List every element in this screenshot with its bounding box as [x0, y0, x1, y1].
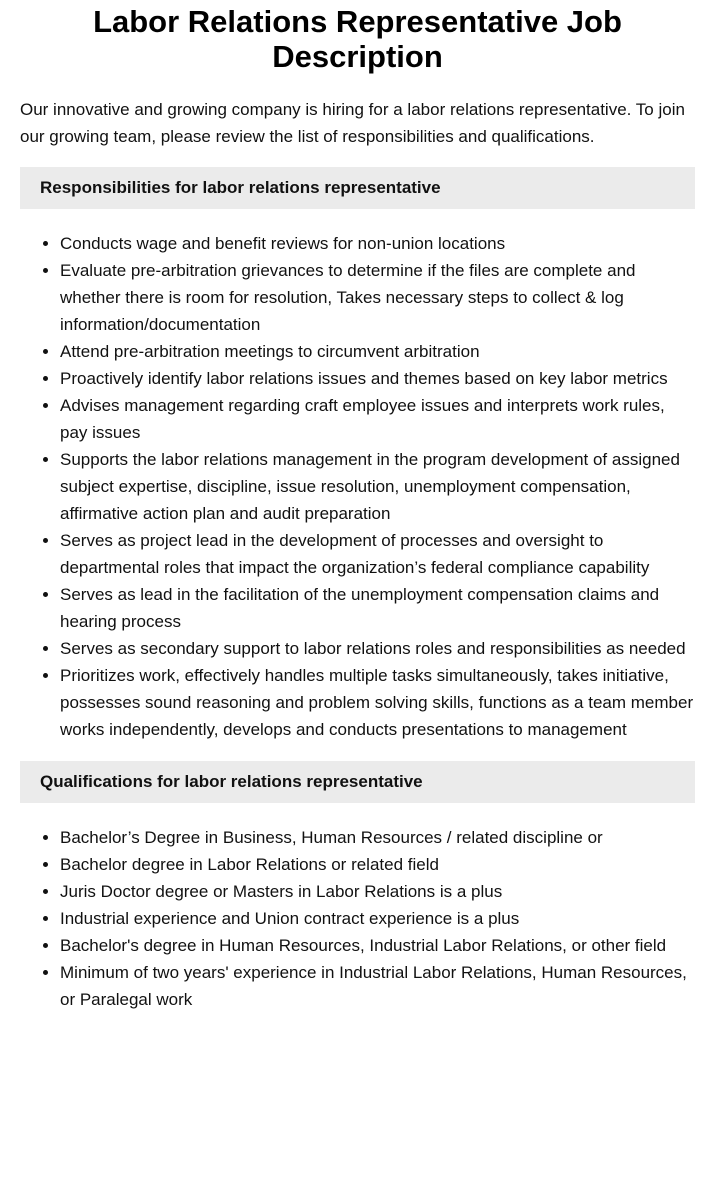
- responsibilities-heading: Responsibilities for labor relations representative: [20, 167, 695, 209]
- list-item: • Serves as secondary support to labor relations roles and responsibilities as needed: [60, 635, 695, 662]
- list-item: • Industrial experience and Union contract experience is a plus: [60, 905, 695, 932]
- intro-paragraph: Our innovative and growing company is hiring for a labor relations representative. To join our growing team, please review the list of responsibilities and qualifications.: [20, 100, 685, 146]
- list-item: • Attend pre-arbitration meetings to circumvent arbitration: [60, 338, 695, 365]
- list-item: • Evaluate pre-arbitration grievances to determine if the files are complete and whether there is room for resolution, Takes necessary steps to collect & log information/documentation: [60, 257, 695, 338]
- list-item: • Proactively identify labor relations issues and themes based on key labor metrics: [60, 365, 695, 392]
- qualifications-section: [20, 761, 695, 1013]
- page-title: Labor Relations Representative Job Description: [93, 4, 622, 74]
- qualifications-list: [20, 824, 695, 1013]
- responsibilities-section: [20, 167, 695, 743]
- list-item: • Bachelor degree in Labor Relations or related field: [60, 851, 695, 878]
- qualifications-heading: Qualifications for labor relations representative: [20, 761, 695, 803]
- list-item: • Supports the labor relations management in the program development of assigned subject expertise, discipline, issue resolution, unemployment compensation, affirmative action plan and audit preparation: [60, 446, 695, 527]
- responsibilities-list: [20, 230, 695, 743]
- list-item: • Minimum of two years' experience in Industrial Labor Relations, Human Resources, or Paralegal work: [60, 959, 695, 1013]
- list-item: • Bachelor's degree in Human Resources, Industrial Labor Relations, or other field: [60, 932, 695, 959]
- list-item: • Bachelor’s Degree in Business, Human Resources / related discipline or: [60, 824, 695, 851]
- list-item: • Serves as lead in the facilitation of the unemployment compensation claims and hearing process: [60, 581, 695, 635]
- list-item: • Serves as project lead in the development of processes and oversight to departmental roles that impact the organization’s federal compliance capability: [60, 527, 695, 581]
- list-item: • Juris Doctor degree or Masters in Labor Relations is a plus: [60, 878, 695, 905]
- list-item: • Conducts wage and benefit reviews for non-union locations: [60, 230, 695, 257]
- list-item: • Advises management regarding craft employee issues and interprets work rules, pay issues: [60, 392, 695, 446]
- list-item: • Prioritizes work, effectively handles multiple tasks simultaneously, takes initiative, possesses sound reasoning and problem solving skills, functions as a team member works independently, develops and conducts presentations to management: [60, 662, 695, 743]
